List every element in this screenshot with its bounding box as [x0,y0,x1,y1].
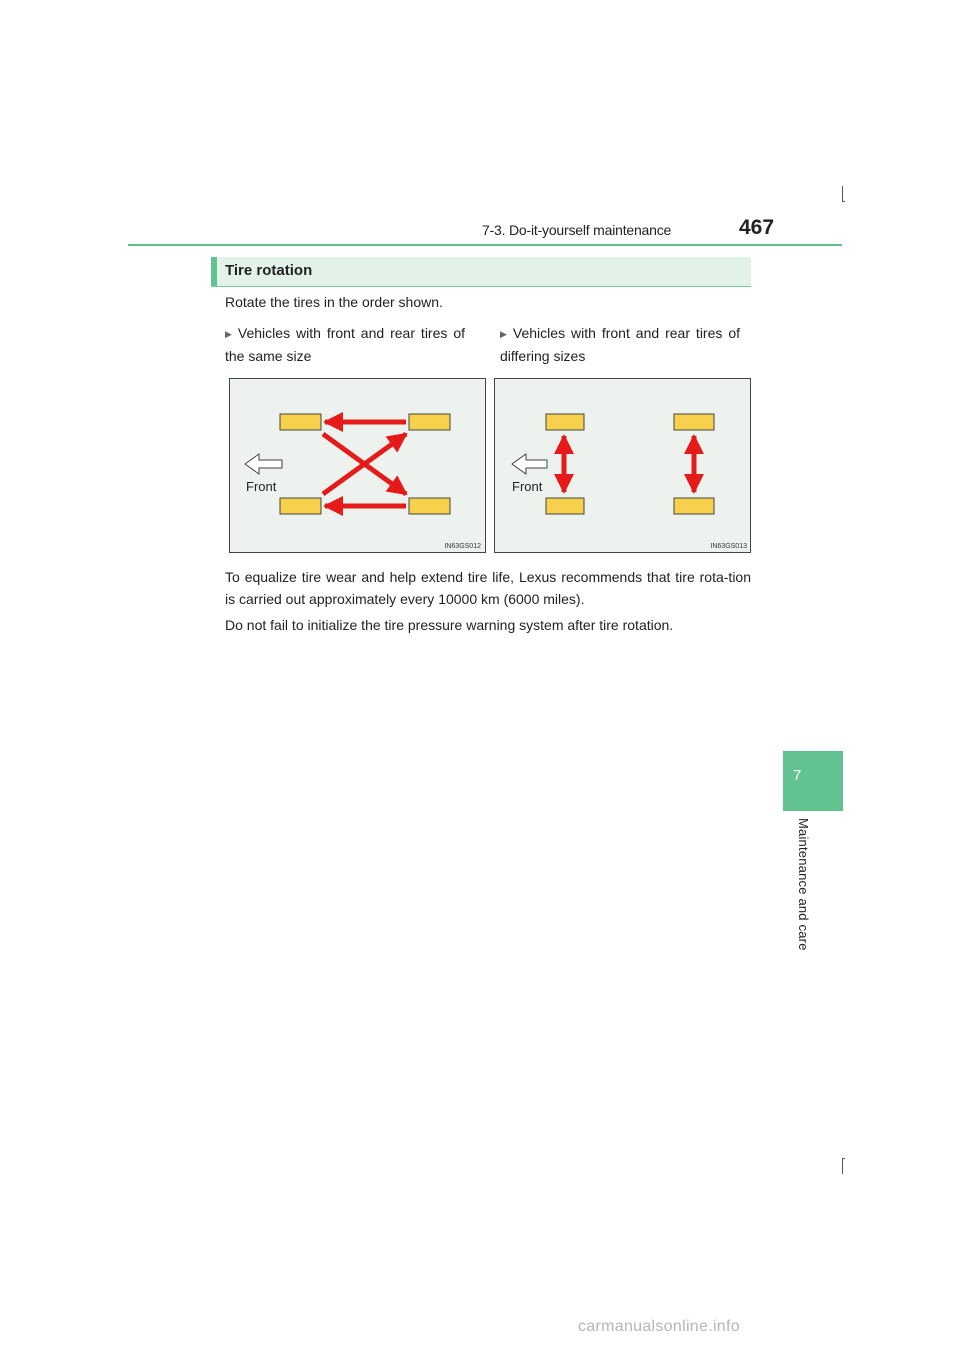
header-rule [128,244,842,246]
tire-front-right [280,498,321,514]
tire-rear-right [674,498,714,514]
crop-mark-top [842,186,843,202]
caption-differing-sizes-text: Vehicles with front and rear tires of differing sizes [500,325,740,364]
paragraph-tpws-reset: Do not fail to initialize the tire pressure warning system after tire rotation. [225,617,674,633]
paragraph-rotation-interval: To equalize tire wear and help extend tire life, Lexus recommends that tire rota-tion is carried out approximately every 10000 km (6000 miles). [225,569,751,607]
tire-rear-left [409,414,450,430]
triangle-right-icon: ▶ [225,329,232,339]
tire-front-left [546,414,584,430]
section-title: Tire rotation [225,262,313,279]
front-label-left: Front [246,479,277,494]
diagram-same-size [230,379,486,553]
image-code-right: IN63GS013 [710,543,747,550]
intro-text: Rotate the tires in the order shown. [225,294,443,310]
triangle-right-icon: ▶ [500,329,507,339]
tire-front-left [280,414,321,430]
tire-rear-right [409,498,450,514]
caption-differing-sizes [500,322,740,367]
running-header-section: 7-3. Do-it-yourself maintenance [482,222,672,238]
tire-rotation-diagrams [229,378,751,553]
tire-front-right [546,498,584,514]
chapter-tab[interactable] [783,751,843,811]
page-number: 467 [739,216,775,239]
image-code-left: IN63GS012 [444,543,481,550]
diagram-differing-sizes [495,379,751,553]
crop-mark-bottom-tick [842,1158,845,1159]
caption-same-size [225,322,465,367]
tire-rear-left [674,414,714,430]
crop-mark-top-tick [842,201,845,202]
chapter-number: 7 [793,767,802,784]
chapter-title: Maintenance and care [796,818,811,951]
caption-same-size-text: Vehicles with front and rear tires of the same size [225,325,465,364]
crop-mark-bottom [842,1158,843,1174]
front-label-right: Front [512,479,543,494]
tire-rotation-svg [229,378,751,553]
watermark: carmanualsonline.info [578,1318,740,1335]
section-heading [211,257,751,287]
section-heading-bar [211,257,217,286]
